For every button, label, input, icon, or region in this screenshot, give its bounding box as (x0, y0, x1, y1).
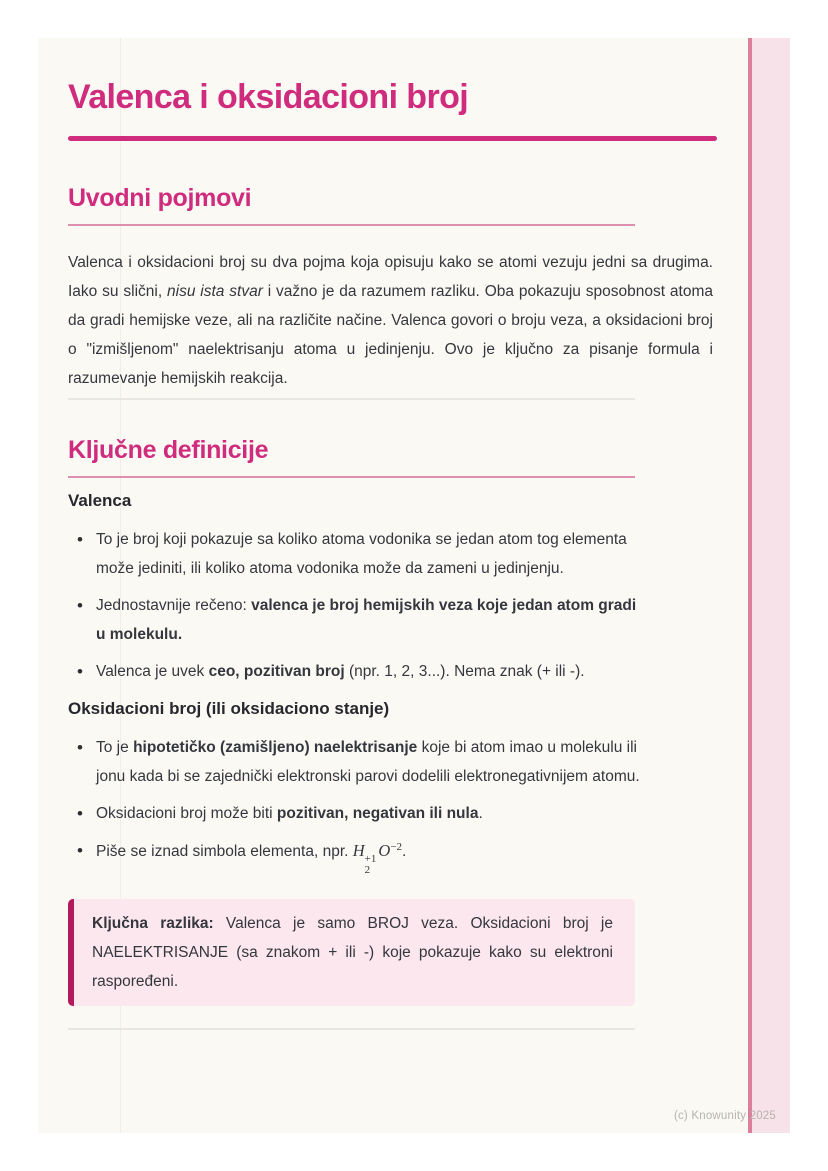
list-item: • Oksidacioni broj može biti pozitivan, negativan ili nula. (68, 799, 646, 828)
list-item: • Piše se iznad simbola elementa, npr. H +1 2 $O^{-2}$. (68, 836, 646, 877)
page-edge-stripe (748, 38, 790, 1133)
list-item: • To je hipotetičko (zamišljeno) naelektrisanje koje bi atom imao u molekulu ili jonu kada bi se zajednički elektronski parovi dodelili elektronegativnijem atomu. (68, 733, 646, 791)
list-item: • Valenca je uvek ceo, pozitivan broj (npr. 1, 2, 3...). Nema znak (+ ili -). (68, 657, 646, 686)
page-title: Valenca i oksidacioni broj (68, 78, 469, 116)
callout-text: Ključna razlika: Valenca je samo BROJ veza. Oksidacioni broj je NAELEKTRISANJE (sa znakom + ili -) koje pokazuje kako su elektroni raspoređeni. (92, 914, 613, 990)
oksidacioni-bullet-list (68, 733, 646, 877)
subheading-oksidacioni-broj: Oksidacioni broj (ili oksidaciono stanje) (68, 699, 390, 718)
list-item: • Jednostavnije rečeno: valenca je broj hemijskih veza koje jedan atom gradi u molekulu. (68, 591, 646, 649)
title-rule (68, 136, 717, 141)
key-difference-callout (68, 899, 635, 1006)
heading-underline (68, 476, 635, 478)
section-heading-uvodni-pojmovi: Uvodni pojmovi (68, 184, 252, 212)
list-item: • To je broj koji pokazuje sa koliko atoma vodonika se jedan atom tog elementa može jediniti, ili koliko atoma vodonika može da zameni u jedinjenju. (68, 525, 646, 583)
subheading-valenca: Valenca (68, 491, 132, 510)
valenca-bullet-list (68, 525, 646, 686)
intro-paragraph: Valenca i oksidacioni broj su dva pojma koja opisuju kako se atomi vezuju jedni sa drugima. Iako su slični, nisu ista stvar i važno je da razumem razliku. Oba pokazuju sposobnost atoma da gradi hemijske veze, ali na različite načine. Valenca govori o broju veza, a oksidacioni broj o "izmišljenom" naelektrisanju atoma u jedinjenju. Ovo je ključno za pisanje formula i razumevanje hemijskih reakcija. (68, 254, 713, 387)
bottom-divider (68, 1028, 635, 1030)
copyright-footer: (c) Knowunity 2025 (673, 1110, 776, 1122)
section-heading-kljucne-definicije: Ključne definicije (68, 436, 269, 464)
page-content (38, 38, 713, 1030)
document-page (38, 38, 790, 1133)
heading-underline (68, 224, 635, 226)
section-divider (68, 398, 635, 400)
